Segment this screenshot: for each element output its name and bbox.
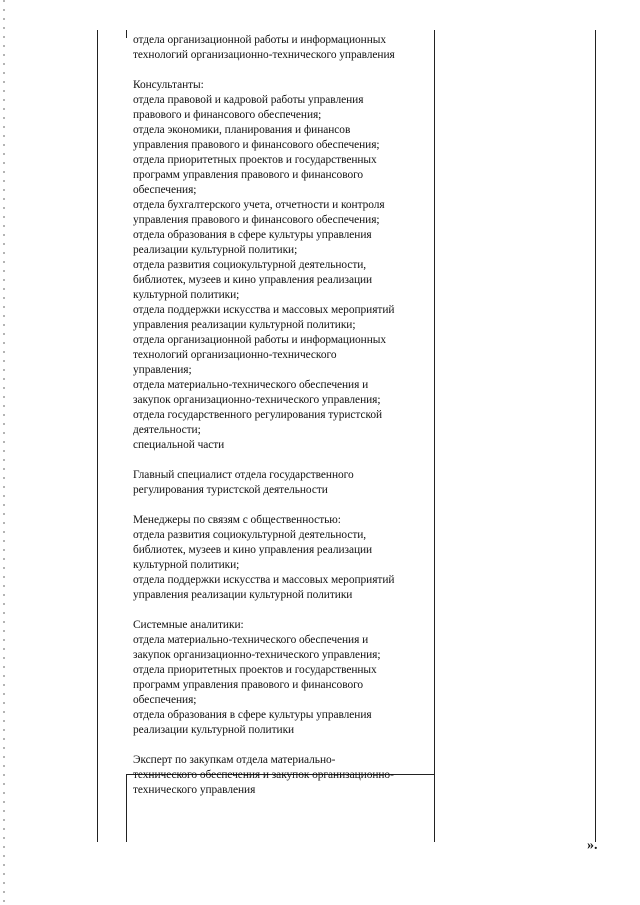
text-line: технологий организационно-технического управления bbox=[133, 49, 395, 61]
text-line: деятельности; bbox=[133, 424, 201, 436]
text-line: отдела материально-технического обеспечения и bbox=[133, 634, 369, 646]
text-line: закупок организационно-технического управления; bbox=[133, 649, 381, 661]
text-line: культурной политики; bbox=[133, 559, 240, 571]
text-line: библиотек, музеев и кино управления реализации bbox=[133, 544, 373, 556]
text-line: отдела организационной работы и информационных bbox=[133, 334, 387, 346]
text-line: Консультанты: bbox=[133, 79, 204, 91]
text-line: отдела организационной работы и информационных bbox=[133, 34, 387, 46]
paragraph-gap bbox=[133, 498, 433, 513]
text-line: отдела образования в сфере культуры управления bbox=[133, 229, 372, 241]
text-line: Главный специалист отдела государственного bbox=[133, 469, 354, 481]
page-edge-artifact bbox=[3, 0, 5, 905]
text-line: отдела государственного регулирования туристской bbox=[133, 409, 383, 421]
text-line: отдела приоритетных проектов и государственных bbox=[133, 154, 377, 166]
text-line: Эксперт по закупкам отдела материально- bbox=[133, 754, 336, 766]
text-line: реализации культурной политики; bbox=[133, 244, 298, 256]
paragraph-gap bbox=[133, 603, 433, 618]
paragraph-gap bbox=[133, 738, 433, 753]
text-line: специальной части bbox=[133, 439, 225, 451]
text-line: технологий организационно-технического bbox=[133, 349, 337, 361]
text-line: отдела материально-технического обеспечения и bbox=[133, 379, 369, 391]
text-line: технического управления bbox=[133, 784, 256, 796]
text-line: программ управления правового и финансового bbox=[133, 169, 364, 181]
text-line: реализации культурной политики bbox=[133, 724, 295, 736]
text-line: управления реализации культурной политики bbox=[133, 589, 353, 601]
text-line: отдела приоритетных проектов и государственных bbox=[133, 664, 377, 676]
text-line: Менеджеры по связям с общественностью: bbox=[133, 514, 341, 526]
text-line: управления правового и финансового обеспечения; bbox=[133, 139, 380, 151]
text-line: отдела бухгалтерского учета, отчетности и контроля bbox=[133, 199, 385, 211]
closing-quote-mark: ». bbox=[587, 838, 598, 853]
text-line: отдела развития социокультурной деятельности, bbox=[133, 259, 367, 271]
paragraph-gap bbox=[133, 63, 433, 78]
text-line: отдела развития социокультурной деятельности, bbox=[133, 529, 367, 541]
text-line: регулирования туристской деятельности bbox=[133, 484, 328, 496]
text-line: Системные аналитики: bbox=[133, 619, 244, 631]
document-text bbox=[133, 33, 433, 798]
text-line: управления; bbox=[133, 364, 192, 376]
text-line: управления реализации культурной политики; bbox=[133, 319, 356, 331]
text-line: технического обеспечения и закупок организационно- bbox=[133, 769, 394, 781]
text-line: закупок организационно-технического управления; bbox=[133, 394, 381, 406]
text-line: культурной политики; bbox=[133, 289, 240, 301]
text-line: отдела поддержки искусства и массовых мероприятий bbox=[133, 574, 395, 586]
text-line: отдела правовой и кадровой работы управления bbox=[133, 94, 364, 106]
text-line: отдела экономики, планирования и финансов bbox=[133, 124, 351, 136]
paragraph-gap bbox=[133, 453, 433, 468]
text-line: отдела образования в сфере культуры управления bbox=[133, 709, 372, 721]
text-line: правового и финансового обеспечения; bbox=[133, 109, 322, 121]
table-column-divider bbox=[434, 30, 435, 842]
text-line: отдела поддержки искусства и массовых мероприятий bbox=[133, 304, 395, 316]
table-cell-left-border bbox=[126, 774, 127, 842]
text-line: обеспечения; bbox=[133, 694, 197, 706]
text-line: библиотек, музеев и кино управления реализации bbox=[133, 274, 373, 286]
table-cell-edge bbox=[126, 30, 127, 38]
text-line: обеспечения; bbox=[133, 184, 197, 196]
text-line: управления правового и финансового обеспечения; bbox=[133, 214, 380, 226]
text-line: программ управления правового и финансового bbox=[133, 679, 364, 691]
